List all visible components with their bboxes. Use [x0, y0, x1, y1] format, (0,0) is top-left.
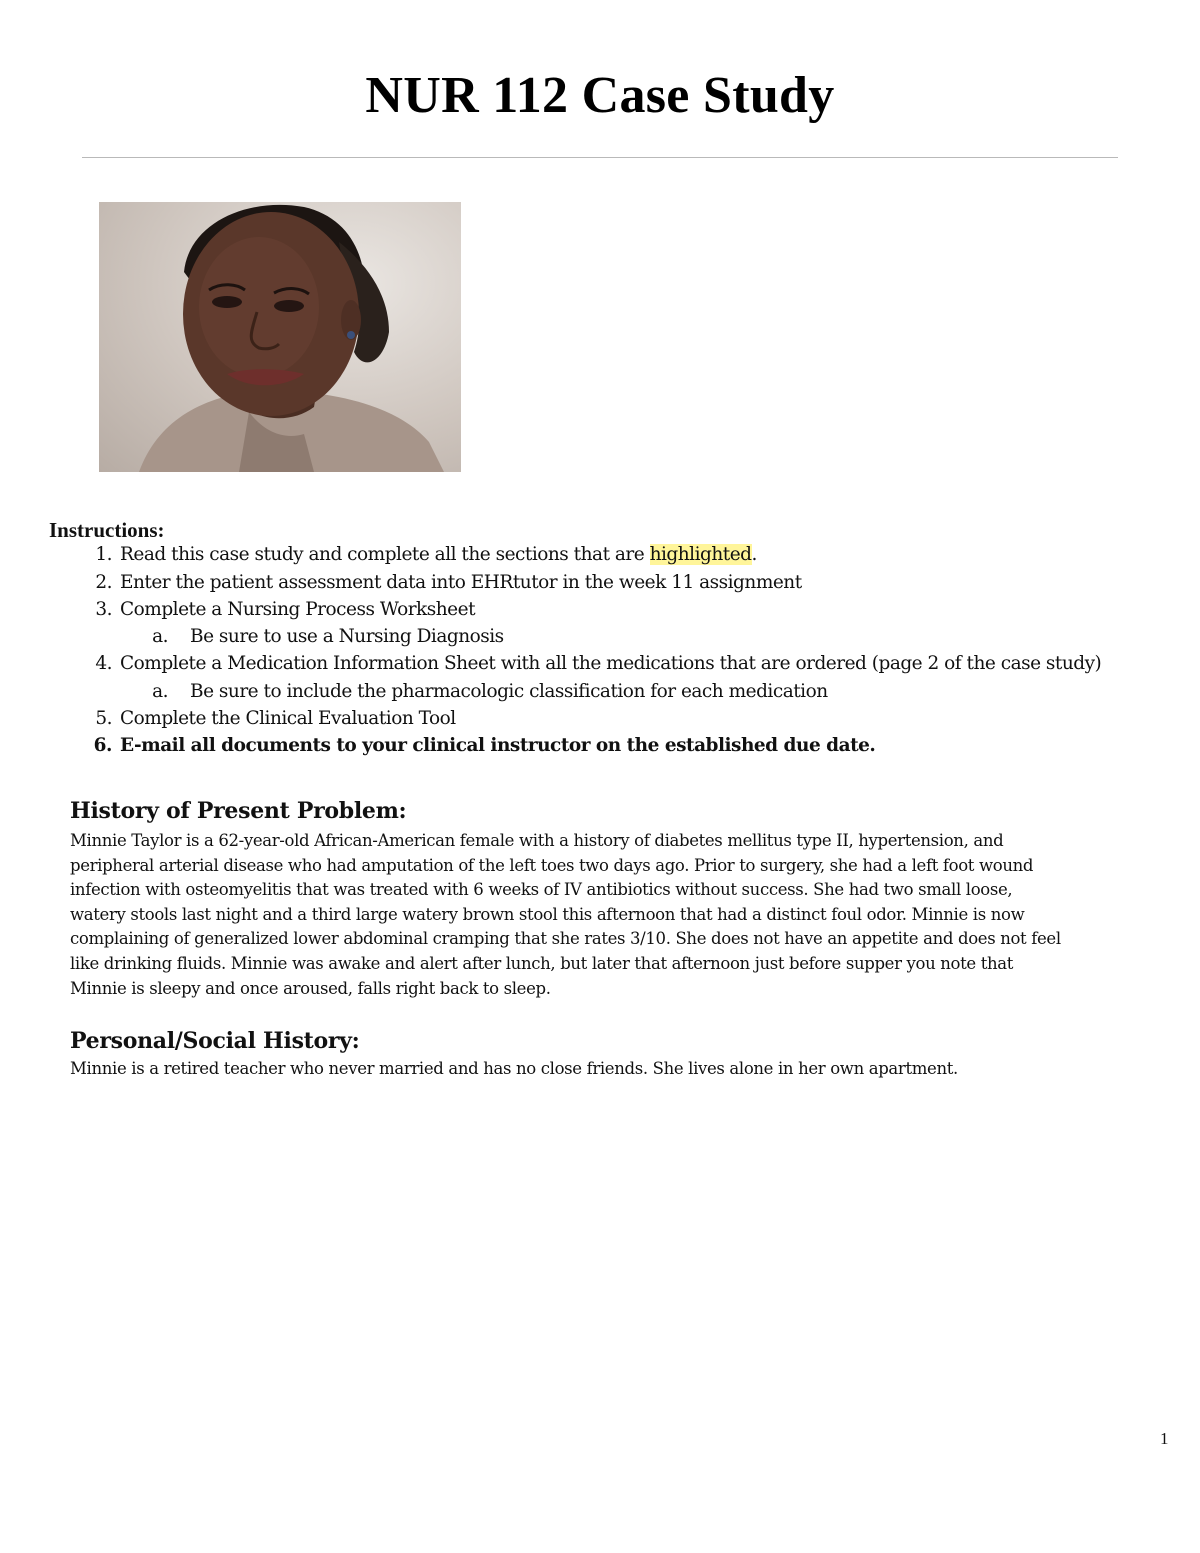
list-item-text: Complete a Nursing Process Worksheet [120, 599, 476, 620]
paragraph-line: Minnie is sleepy and once aroused, falls right back to sleep. [70, 978, 551, 998]
title-divider [82, 157, 1118, 158]
list-item-text: Read this case study and complete all the sections that are [120, 544, 650, 565]
list-number: 2. [95, 572, 112, 593]
list-number: 5. [95, 708, 112, 729]
history-heading: History of Present Problem: [70, 798, 407, 824]
history-paragraph [70, 829, 1140, 1001]
list-number: 4. [95, 653, 112, 674]
list-item-text: Be sure to use a Nursing Diagnosis [190, 626, 504, 647]
list-item-text: Complete a Medication Information Sheet with all the medications that are ordered (page 2 of the case study) [120, 653, 1102, 674]
list-item-text: E-mail all documents to your clinical instructor on the established due date. [120, 735, 876, 756]
paragraph-line: Minnie Taylor is a 62-year-old African-American female with a history of diabetes mellitus type II, hypertension, and [70, 831, 1004, 850]
paragraph-line: watery stools last night and a third large watery brown stool this afternoon that had a distinct foul odor. Minnie is now [70, 904, 1025, 924]
list-number: 6. [93, 735, 112, 756]
page-number: 1 [1160, 1429, 1169, 1448]
list-item-text: Complete the Clinical Evaluation Tool [120, 708, 456, 729]
list-item-text-end: . [751, 544, 757, 565]
paragraph-line: peripheral arterial disease who had amputation of the left toes two days ago. Prior to surgery, she had a left foot wound [70, 855, 1034, 875]
highlighted-word: highlighted [649, 544, 752, 565]
paragraph-line: like drinking fluids. Minnie was awake and alert after lunch, but later that afternoon just before supper you note that [70, 953, 1014, 973]
social-history-heading: Personal/Social History: [70, 1028, 360, 1054]
list-letter: a. [152, 626, 168, 647]
list-item-text: Be sure to include the pharmacologic classification for each medication [190, 681, 828, 702]
social-history-paragraph: Minnie is a retired teacher who never married and has no close friends. She lives alone in her own apartment. [70, 1059, 958, 1078]
list-item-text: Enter the patient assessment data into EHRtutor in the week 11 assignment [120, 572, 802, 593]
list-letter: a. [152, 681, 168, 702]
patient-photo [99, 202, 461, 472]
list-number: 3. [95, 599, 112, 620]
paragraph-line: complaining of generalized lower abdominal cramping that she rates 3/10. She does not have an appetite and does not feel [70, 929, 1061, 949]
list-number: 1. [95, 544, 112, 565]
paragraph-line: infection with osteomyelitis that was treated with 6 weeks of IV antibiotics without success. She had two small loose, [70, 880, 1013, 900]
instructions-heading: Instructions: [49, 518, 165, 542]
document-title: NUR 112 Case Study [365, 67, 835, 124]
